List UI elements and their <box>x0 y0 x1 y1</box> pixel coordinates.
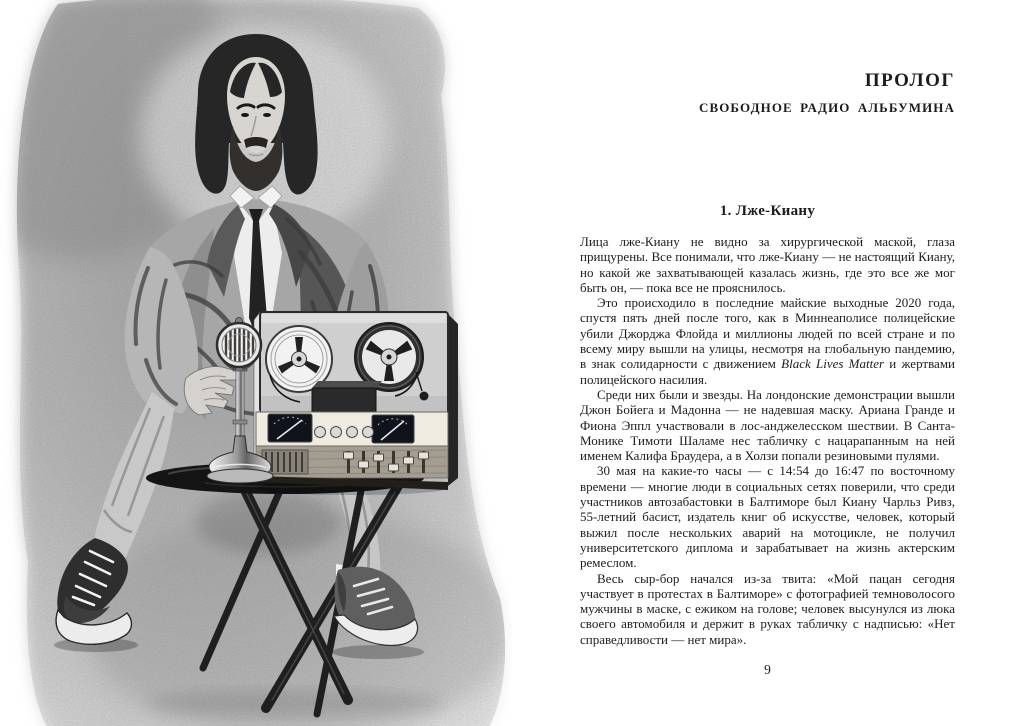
chapter-subtitle: СВОБОДНОЕ РАДИО АЛЬБУМИНА <box>698 100 955 115</box>
right-page <box>512 0 1024 726</box>
paragraph-3: Среди них были и звезды. На лондонские демонстрации вышли Джон Бойега и Мадонна — не надевшая маску. Ариана Гранде и Фиона Эппл участвовали в лос-анджелесском шествии. В Санта-Монике Тимоти Шаламе нес табличку с нацарапанным на ней именем Калифа Браудера, а в Холзи попали резиновыми пулями. <box>580 386 955 464</box>
face <box>227 57 285 191</box>
vu-meter-right <box>372 415 414 443</box>
text-column <box>580 0 955 647</box>
body-text <box>580 234 955 647</box>
paragraph-4: 30 мая на какие-то часы — с 14:54 до 16:47 по восточному времени — многие люди в социальных сетях поверили, что среди участников автозабастовки в Балтиморе был Киану Чарльз Ривз, 55-летний басист, издатель книг об искусстве, человек, который выжил после нескольких аварий на мотоцикле, не получил университетского диплома и зарабатывает на жизнь актерским ремеслом. <box>580 463 955 571</box>
right-reel <box>355 323 423 391</box>
paragraph-2-before: Это происходило в последние майские выходные 2020 года, спустя пять дней после того, как в Миннеаполисе полицейские убили Джорджа Флойда и миллионы людей по всей стране и по всему миру вышли на улицы, несмотря на глобальную пандемию, в знак солидарности с движением <box>580 295 955 372</box>
paragraph-2 <box>580 295 955 387</box>
reel-recorder <box>254 312 458 490</box>
chapter-title: ПРОЛОГ <box>864 70 955 91</box>
page-number: 9 <box>764 662 771 677</box>
paragraph-2-italic-phrase: Black Lives Matter <box>781 356 885 372</box>
paragraph-2-after: и жертвами полицейского насилия. <box>580 356 956 387</box>
section-heading: 1. Лже-Киану <box>719 203 816 219</box>
paragraph-5: Весь сыр-бор начался из-за твита: «Мой пацан сегодня участвует в протестах в Балтиморе» с фотографией темноволосого мужчины в маске, с ежиком на голове; человек высунулся из люка своего автомобиля и держит в руках табличку с надписью: «Нет справедливости — нет мира». <box>580 570 955 647</box>
vu-meter-left <box>268 414 312 442</box>
paragraph-1: Лица лже-Киану не видно за хирургической маской, глаза прищурены. Все понимали, что лже-Киану — не настоящий Киану, но какой же захватывающей казалась жизнь, где это все же мог быть он, — пока все не прояснилось. <box>580 234 955 295</box>
floor-shadow <box>145 690 445 716</box>
